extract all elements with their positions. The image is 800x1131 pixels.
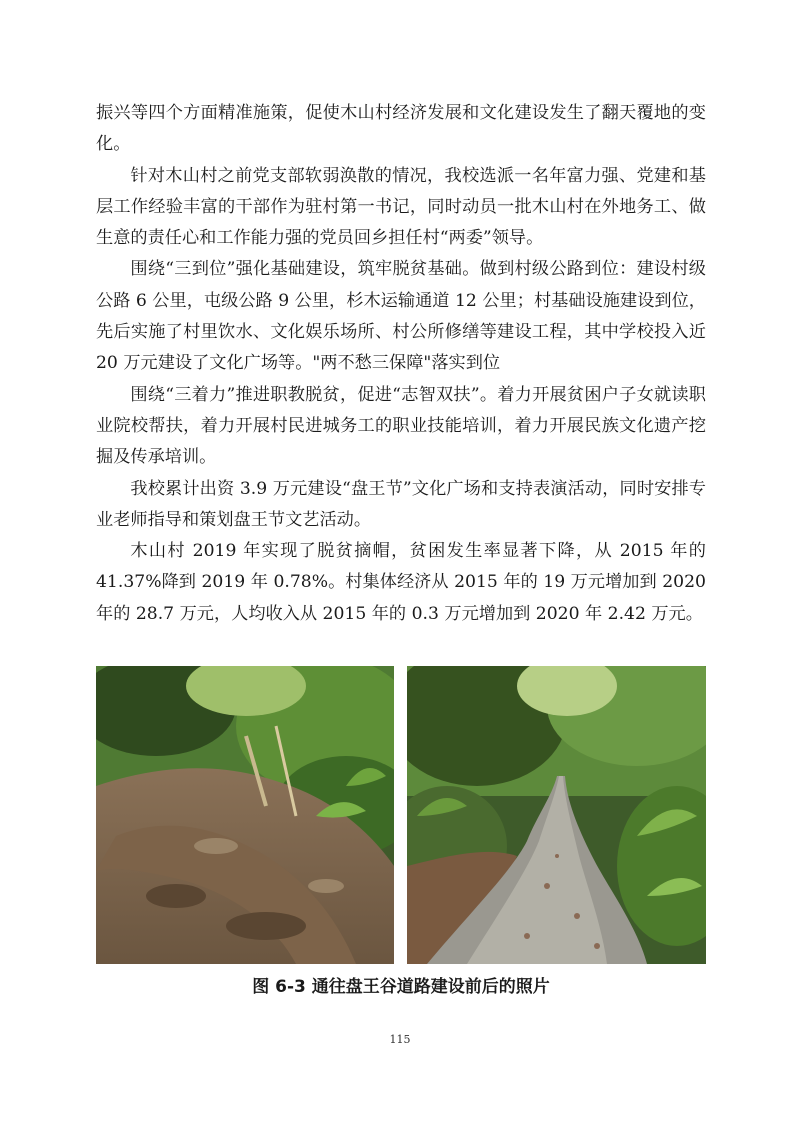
- figure-photos: [96, 666, 706, 964]
- body-text: [96, 98, 706, 630]
- photo-muddy-trail-before: [96, 666, 394, 964]
- paragraph: 针对木山村之前党支部软弱涣散的情况，我校选派一名年富力强、党建和基层工作经验丰富的干部作为驻村第一书记，同时动员一批木山村在外地务工、做生意的责任心和工作能力强的党员回乡担任村“两委”领导。: [96, 165, 706, 249]
- paragraph: 围绕“三到位”强化基础建设，筑牢脱贫基础。做到村级公路到位：建设村级公路 6 公里，屯级公路 9 公里，杉木运输通道 12 公里；村基础设施建设到位，先后实施了村里饮水、文化娱乐场所、村公所修缮等建设工程，其中学校投入近 20 万元建设了文化广场等。"两不愁三保障"落实到位: [96, 259, 706, 374]
- paragraph: 我校累计出资 3.9 万元建设“盘王节”文化广场和支持表演活动，同时安排专业老师指导和策划盘王节文艺活动。: [96, 478, 706, 530]
- paragraph: 振兴等四个方面精准施策，促使木山村经济发展和文化建设发生了翻天覆地的变化。: [96, 103, 706, 155]
- page-number: 115: [389, 1033, 411, 1046]
- figure-caption: 图 6-3 通往盘王谷道路建设前后的照片: [252, 977, 550, 997]
- paragraph: 木山村 2019 年实现了脱贫摘帽，贫困发生率显著下降，从 2015 年的 41.37%降到 2019 年 0.78%。村集体经济从 2015 年的 19 万元增加到 2020 年的 28.7 万元，人均收入从 2015 年的 0.3 万元增加到 2020 年 2.42 万元。: [96, 541, 706, 624]
- photo-paved-path-after: [407, 666, 706, 964]
- paragraph: 围绕“三着力”推进职教脱贫，促进“志智双扶”。着力开展贫困户子女就读职业院校帮扶，着力开展村民进城务工的职业技能培训，着力开展民族文化遗产挖掘及传承培训。: [96, 384, 706, 468]
